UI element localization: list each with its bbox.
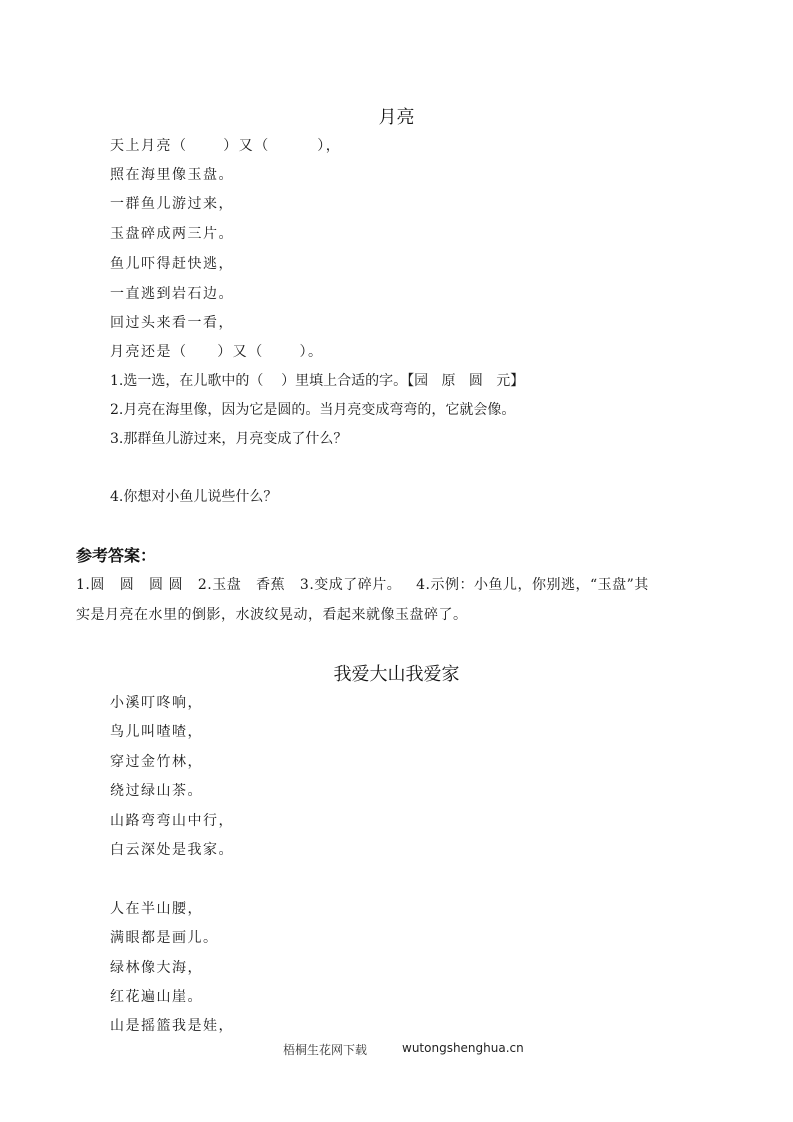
footer-label: 梧桐生花网下载 (283, 1043, 368, 1057)
poem-line: 鱼儿吓得赶快逃， (110, 256, 234, 272)
poem-line: 天上月亮（ ）又（ ）， (110, 138, 342, 154)
question-4: 4.你想对小鱼儿说些什么？ (110, 489, 278, 505)
poem-line: 回过头来看一看， (110, 315, 234, 331)
poem-line: 玉盘碎成两三片。 (110, 226, 234, 242)
poem-line: 小溪叮咚响， (110, 695, 203, 711)
poem-line: 满眼都是画儿。 (110, 930, 219, 946)
answers-heading: 参考答案： (76, 546, 157, 565)
poem-line: 月亮还是（ ）又（ ）。 (110, 344, 324, 360)
poem-title-moon: 月亮 (378, 107, 415, 128)
poem-line: 一群鱼儿游过来， (110, 196, 234, 212)
poem-line: 一直逃到岩石边。 (110, 286, 234, 302)
poem-line: 山是摇篮我是娃， (110, 1018, 234, 1034)
poem-line: 山路弯弯山中行， (110, 813, 234, 829)
poem-line: 绿林像大海， (110, 960, 203, 976)
question-2: 2.月亮在海里像，因为它是圆的。当月亮变成弯弯的，它就会像。 (110, 402, 516, 418)
poem-line: 穿过金竹林， (110, 754, 203, 770)
poem-line: 鸟儿叫喳喳， (110, 724, 203, 740)
question-3: 3.那群鱼儿游过来，月亮变成了什么？ (110, 431, 348, 447)
footer-url: wutongshenghua.cn (402, 1041, 524, 1055)
poem-line: 照在海里像玉盘。 (110, 167, 234, 183)
poem-title-mountain: 我爱大山我爱家 (333, 664, 460, 685)
question-1: 1.选一选，在儿歌中的（ ）里填上合适的字。【园 原 圆 元】 (110, 373, 525, 389)
poem-line: 人在半山腰， (110, 901, 203, 917)
poem-line: 红花遍山崖。 (110, 989, 203, 1005)
poem-line: 白云深处是我家。 (110, 842, 234, 858)
answer-line: 实是月亮在水里的倒影，水波纹晃动，看起来就像玉盘碎了。 (76, 607, 468, 623)
answer-line: 1.圆 圆 圆 圆 2.玉盘 香蕉 3.变成了碎片。 4.示例：小鱼儿，你别逃，“玉盘”其 (76, 577, 649, 593)
poem-line: 绕过绿山茶。 (110, 783, 203, 799)
